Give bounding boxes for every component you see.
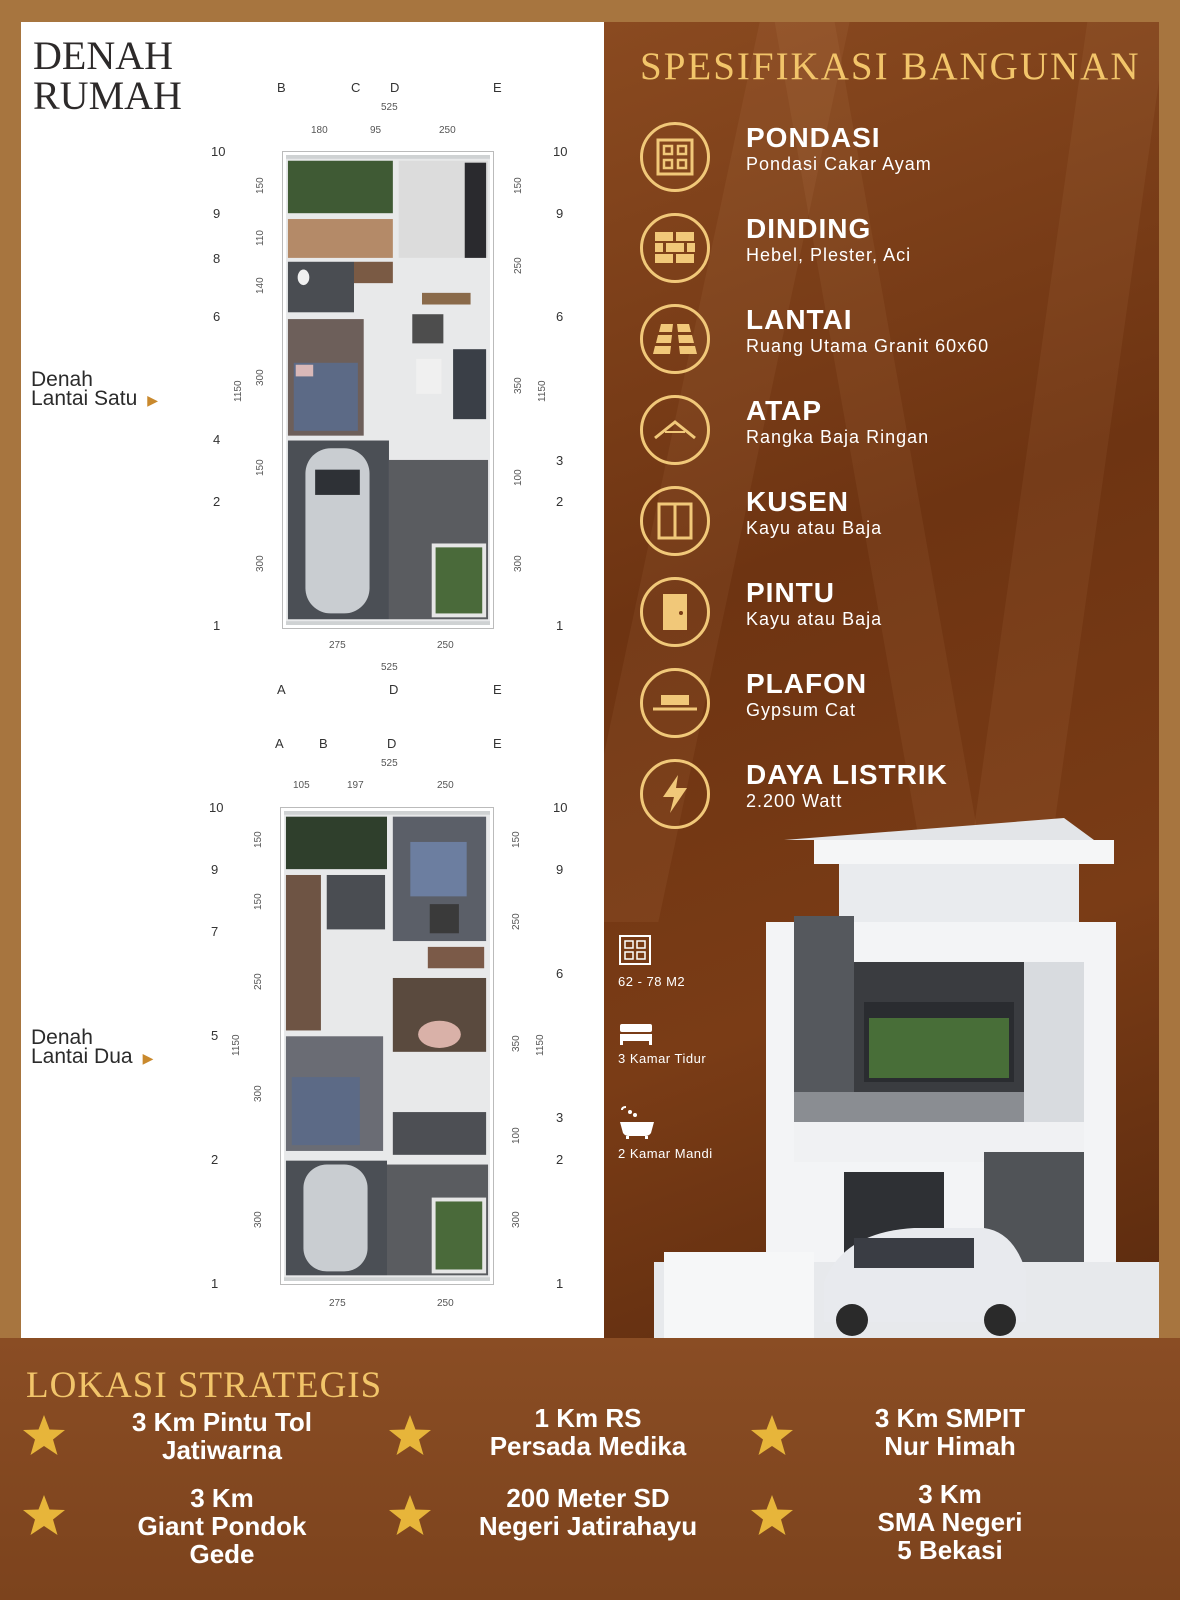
dimension: 250 <box>253 973 264 990</box>
garden <box>286 817 387 869</box>
door-icon <box>640 577 710 647</box>
star-icon <box>22 1414 66 1456</box>
bathroom <box>327 875 385 929</box>
row-label: 2 <box>556 494 564 509</box>
dimension: 150 <box>255 459 266 476</box>
stairs <box>288 219 393 258</box>
dimension: 110 <box>255 230 266 246</box>
arrow-right-icon: ▶ <box>147 392 159 408</box>
dimension: 250 <box>437 1298 454 1309</box>
balcony-plants <box>869 1018 1009 1078</box>
spec-value: Kayu atau Baja <box>746 518 883 538</box>
dimension: 150 <box>253 893 264 910</box>
spec-value: Hebel, Plester, Aci <box>746 245 912 265</box>
location-item: 3 Km SMA Negeri 5 Bekasi <box>750 1484 1110 1564</box>
feature-bathrooms: 2 Kamar Mandi <box>618 1146 713 1161</box>
floor-plan-panel <box>21 22 604 1338</box>
dimension: 140 <box>255 277 266 294</box>
location-item: 3 Km Pintu Tol Jatiwarna <box>22 1404 382 1484</box>
ceiling-icon <box>640 668 710 738</box>
dimension: 250 <box>439 125 456 136</box>
row-label: 9 <box>556 862 564 877</box>
spec-value: Kayu atau Baja <box>746 609 883 629</box>
spec-item-pintu <box>640 577 1140 657</box>
stairs <box>286 875 321 1030</box>
spec-value: Rangka Baja Ringan <box>746 427 930 447</box>
spec-name: ATAP <box>746 395 823 426</box>
bathtub-icon <box>618 1106 656 1140</box>
row-label: 5 <box>211 1028 219 1043</box>
foundation-icon <box>640 122 710 192</box>
star-icon <box>388 1494 432 1536</box>
spec-value: Gypsum Cat <box>746 700 857 720</box>
row-label: 1 <box>556 618 564 633</box>
kitchen-counter <box>465 163 486 258</box>
dimension-total: 1150 <box>535 1034 546 1056</box>
row-label: 2 <box>213 494 221 509</box>
spec-name: DAYA LISTRIK <box>746 759 948 790</box>
spec-name: KUSEN <box>746 486 850 517</box>
spec-name: PINTU <box>746 577 835 608</box>
spec-value: 2.200 Watt <box>746 791 843 811</box>
dimension: 95 <box>370 125 382 136</box>
row-label: 10 <box>553 800 568 815</box>
spec-item-dinding <box>640 213 1140 293</box>
row-label: 7 <box>211 924 219 939</box>
row-label: 1 <box>213 618 221 633</box>
window-frame-icon <box>640 486 710 556</box>
roof-icon <box>640 395 710 465</box>
row-label: 3 <box>556 453 564 468</box>
row-label: 10 <box>211 144 226 159</box>
dimension-total: 525 <box>381 758 398 769</box>
dimension: 250 <box>513 257 524 274</box>
dimension-total: 1150 <box>233 380 244 402</box>
row-label: 6 <box>556 966 564 981</box>
dimension: 250 <box>437 640 454 651</box>
axis-label: B <box>277 80 286 95</box>
dimension: 150 <box>255 177 266 194</box>
spec-item-lantai <box>640 304 1140 384</box>
dimension: 350 <box>511 1035 522 1052</box>
dimension: 300 <box>253 1211 264 1228</box>
garden <box>436 1201 483 1269</box>
dimension-total: 1150 <box>537 380 548 402</box>
dimension: 300 <box>253 1085 264 1102</box>
floor-plan-lantai-satu <box>283 152 493 628</box>
dimension: 105 <box>293 780 310 791</box>
dimension: 100 <box>511 1127 522 1144</box>
axis-label: A <box>277 682 286 697</box>
axis-label: E <box>493 736 502 751</box>
bathroom <box>288 262 354 313</box>
row-label: 9 <box>213 206 221 221</box>
dimension-total: 1150 <box>231 1034 242 1056</box>
dimension: 150 <box>511 831 522 848</box>
row-label: 2 <box>211 1152 219 1167</box>
row-label: 6 <box>556 309 564 324</box>
dimension: 300 <box>513 555 524 572</box>
label-lantai-satu: Denah Lantai Satu ▶ <box>31 368 159 410</box>
dimension: 250 <box>511 913 522 930</box>
dimension: 300 <box>255 369 266 386</box>
garden <box>288 161 393 213</box>
spec-value: Ruang Utama Granit 60x60 <box>746 336 990 356</box>
spec-name: PONDASI <box>746 122 881 153</box>
spec-value: Pondasi Cakar Ayam <box>746 154 932 174</box>
dimension: 150 <box>513 177 524 194</box>
axis-label: D <box>387 736 397 751</box>
dimension: 275 <box>329 1298 346 1309</box>
spec-title: SPESIFIKASI BANGUNAN <box>640 45 1141 88</box>
arrow-right-icon: ▶ <box>142 1050 154 1066</box>
axis-label: E <box>493 682 502 697</box>
spec-item-atap <box>640 395 1140 475</box>
dimension: 150 <box>253 831 264 848</box>
row-label: 3 <box>556 1110 564 1125</box>
dimension: 197 <box>347 780 364 791</box>
star-icon <box>22 1494 66 1536</box>
brick-wall-icon <box>640 213 710 283</box>
lokasi-title: LOKASI STRATEGIS <box>26 1365 383 1406</box>
dimension: 350 <box>513 377 524 394</box>
dimension: 275 <box>329 640 346 651</box>
dining-table <box>422 293 471 305</box>
row-label: 9 <box>211 862 219 877</box>
lokasi-panel <box>0 1338 1180 1600</box>
garden <box>436 547 483 613</box>
location-item: 3 Km SMPIT Nur Himah <box>750 1404 1110 1484</box>
row-label: 8 <box>213 251 221 266</box>
row-label: 6 <box>213 309 221 324</box>
row-label: 1 <box>556 1276 564 1291</box>
house-render <box>654 812 1159 1338</box>
spec-name: DINDING <box>746 213 872 244</box>
dimension: 250 <box>437 780 454 791</box>
feature-bedrooms: 3 Kamar Tidur <box>618 1051 707 1066</box>
bed-icon <box>618 1022 654 1046</box>
feature-area: 62 - 78 M2 <box>618 974 686 989</box>
location-item: 1 Km RS Persada Medika <box>388 1404 748 1484</box>
row-label: 9 <box>556 206 564 221</box>
denah-title: DENAH RUMAH <box>33 33 182 118</box>
dimension: 180 <box>311 125 328 136</box>
row-label: 2 <box>556 1152 564 1167</box>
floor-tile-icon <box>640 304 710 374</box>
star-icon <box>750 1414 794 1456</box>
label-lantai-dua: Denah Lantai Dua ▶ <box>31 1026 154 1068</box>
location-item: 3 Km Giant Pondok Gede <box>22 1484 382 1564</box>
dimension-total: 525 <box>381 102 398 113</box>
row-label: 1 <box>211 1276 219 1291</box>
car-icon <box>303 1165 367 1272</box>
spec-item-plafon <box>640 668 1140 748</box>
row-label: 4 <box>213 432 221 447</box>
spec-panel <box>604 22 1159 1338</box>
axis-label: B <box>319 736 328 751</box>
spec-item-pondasi <box>640 122 1140 202</box>
floor-plan-lantai-dua <box>281 808 493 1284</box>
dimension: 100 <box>513 469 524 486</box>
location-item: 200 Meter SD Negeri Jatirahayu <box>388 1484 748 1564</box>
row-label: 10 <box>553 144 568 159</box>
dimension-total: 525 <box>381 662 398 673</box>
star-icon <box>750 1494 794 1536</box>
row-label: 10 <box>209 800 224 815</box>
axis-label: E <box>493 80 502 95</box>
axis-label: D <box>390 80 400 95</box>
floor-area-icon <box>618 934 652 966</box>
star-icon <box>388 1414 432 1456</box>
dimension: 300 <box>511 1211 522 1228</box>
spec-name: LANTAI <box>746 304 853 335</box>
axis-label: C <box>351 80 361 95</box>
axis-label: D <box>389 682 399 697</box>
axis-label: A <box>275 736 284 751</box>
spec-name: PLAFON <box>746 668 868 699</box>
spec-item-kusen <box>640 486 1140 566</box>
sofa <box>453 349 486 419</box>
dimension: 300 <box>255 555 266 572</box>
